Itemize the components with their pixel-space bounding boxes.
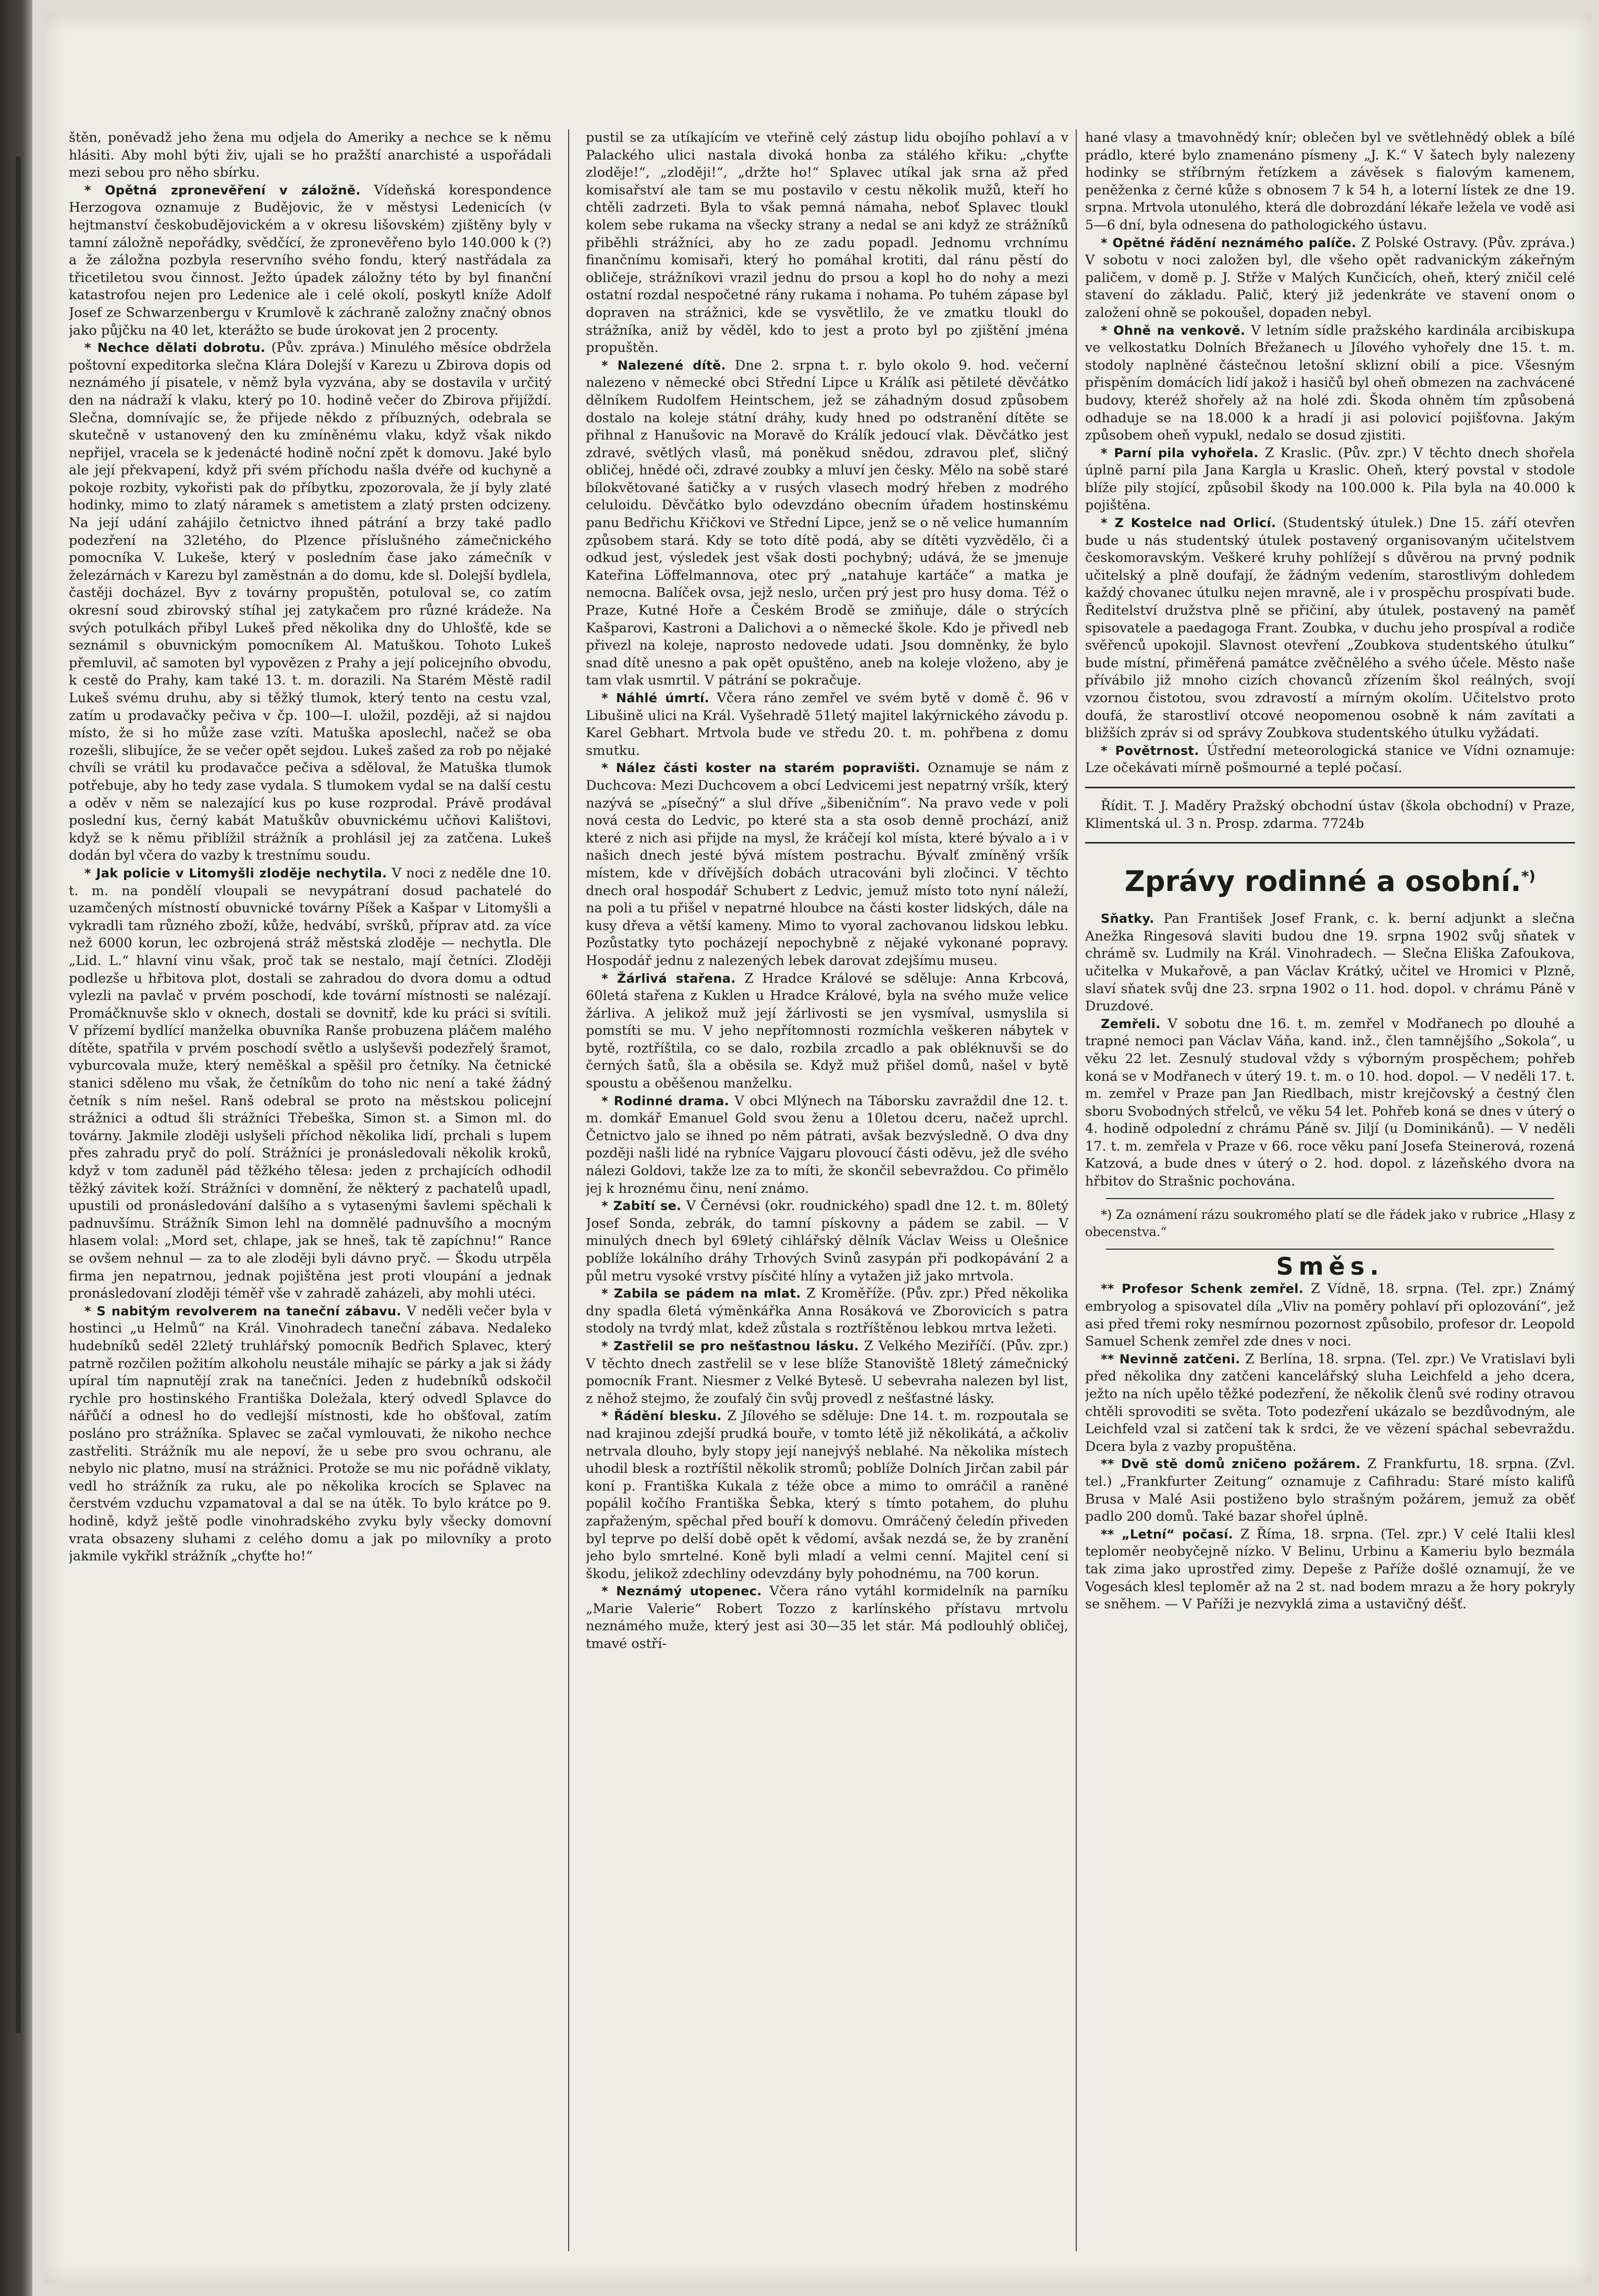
article-2: [1085, 322, 1575, 445]
family-section-title: Zprávy rodinné a osobní.*): [1124, 865, 1536, 898]
section-divider: [1085, 787, 1575, 788]
family-item-2: [1085, 1016, 1575, 1191]
article-3: [1085, 445, 1575, 515]
article-8: [586, 1338, 1068, 1408]
article-body: V neděli večer byla v hostinci „u Helmů“ na Král. Vinohradech taneční zábava. Nedaleko hudebníků seděl 22letý truhlářský pomocník Bedřich Splavec, který patrně rozčilen požitím alkoholu neustále mihajíc se párky a jak si žády upíral tím napnutějí zrak na tanečníci. Jeden z hudebníků odskočil rychle pro hostinského Františka Doležala, který odvedl Splavce do nářůčí a odnesl ho do vedlejší místnosti, kde ho obšťoval, zatím posláno pro strážníka. Splavec se začal vymlouvati, že nikoho nechce zastřeliti. Strážník mu ale nepoví, že u sebe pro svou ochranu, ale nebylo nic platno, musí na strážnici. Protože se mu nic pořádně viklaty, vedl ho strážník za ruku, ale po několika krocích se Splavec na čerstvém vzduchu vzpamatoval a dal se na útěk. To bylo krátce po 9. hodině, když ještě podle vinohradského zvyku byly všecky domovní vrata obsazeny sluhami z celého domu a jak po milovníky a proto jakmile vykřikl strážník „chyťte ho!“: [69, 1303, 551, 1565]
smes-item-2: [1085, 1351, 1575, 1456]
article-headline: Sňatky.: [1101, 911, 1154, 926]
column-2: [586, 129, 1068, 2256]
article-headline: * Řádění blesku.: [601, 1409, 722, 1424]
article-9: [586, 1408, 1068, 1583]
article-body: Z Jílového se sděluje: Dne 14. t. m. rozpoutala se nad krajinou zdejší prudká bouře, v tomto létě již několikátá, a ačkoliv netrvala dlouho, byly stopy její nanejvýš neblahé. Na několika místech uhodil blesk a roztříštil několik stromů; poblíže Dolních Jirčan zabil pár koní p. Františka Kukala z téže obce a mimo to omráčil a raněné popálil kočího Františka Šebka, který s tímto potahem, do pluhu zapřaženým, spěchal před bouří k domovu. Omráčený čeledín přiveden byl teprve po delší době opět k vědomí, avšak nezdá se, že by zranění jeho bylo smrtelné. Koně byli mladí a velmi cenní. Majitel cení si škodu, jelikož zdechliny odevzdány byly pohodnému, na 700 korun.: [586, 1408, 1068, 1582]
article-4: [1085, 515, 1575, 742]
article-headline: * Parní pila vyhořela.: [1101, 445, 1259, 460]
article-headline: * Ohně na venkově.: [1101, 323, 1246, 338]
article-headline: * Nechce dělati dobrotu.: [84, 340, 266, 356]
family-item-1: [1085, 910, 1575, 1016]
article-headline: ** „Letní“ počasí.: [1101, 1526, 1234, 1542]
article-headline: * Nález části koster na starém popravišti.: [601, 761, 920, 776]
article-body: Z Berlína, 18. srpna. (Tel. zpr.) Ve Vratislavi byli před několika dny zatčeni kancelářský sluha Leichfeld a jeho dcera, ježto na ních upělo těžké podezření, že několik členů své rodiny otravou chtěli sprovoditi se světa. Toto podezření ukázalo se bezdůvodným, ale Leichfeld vzal si zatčení tak k srdci, že ve vězení spáchal sebevraždu. Dcera byla z vazby propuštěna.: [1085, 1351, 1575, 1455]
column-3: [1085, 129, 1575, 2256]
article-headline: * Žárlivá stařena.: [601, 971, 736, 986]
footnote: *) Za oznámení rázu soukromého platí se dle řádek jako v rubrice „Hlasy z obecenstva.“: [1085, 1207, 1575, 1240]
article-body: (Pův. zpráva.) Minulého měsíce obdržela poštovní expeditorka slečna Klára Dolejší v Karezu u Zbirova dopis od neznámého jí pisatele, v němž byla vyzvána, aby se dostavila v určitý den na nádraží k vlaku, který po 10. hodině večer do Zbirova přijíždí. Slečna, domnívajíc se, že přijede někdo z příbuzných, odebrala se skutečně v ustanovený den ku zmíněnému vlaku, když však nikdo nepřijel, vracela se k jedenácté hodině noční zpět k domovu. Jaké bylo ale její překvapení, když při svém příchodu našla dvéře od kuchyně a pokoje rozbity, vykořisti pak do příbytku, zpozorovala, že jí byly zlaté hodinky, mimo to zlatý náramek s ametistem a zlatý prsten odcizeny. Na její udání zahájilo četnictvo ihned pátrání a brzy také padlo podezření na 32letého, do Plzence příslušného zámečnického pomocníka V. Lukeše, který v posledním čase jako zámečník v železárnách v Karezu byl zaměstnán a do domu, kde sl. Dolejší bydlela, častěji docházel. Byv z továrny propuštěn, potuloval se, co zatím okresní soud zbirovský stíhal jej zatykačem pro různé krádeže. Na svých potulkách přibyl Lukeš před několika dny do Uhlošťě, kde se seznámil s obuvnickým pomocníkem Al. Matuškou. Tohoto Lukeš přemluvil, ač samoten byl vypovězen z Prahy a její policejního obvodu, k cestě do Prahy, kam také 13. t. m. dorazili. Na Starém Městě radil Lukeš svému druhu, aby si těžký tlumok, který tento na cestu vzal, zatím u prodavačky pečiva v čp. 100—I. uložil, později, až si najdou místo, že si ho může zase vzíti. Matuška aposlechl, načež se oba rozešli, slibujíce, že se večer opět sejdou. Lukeš zašed za rob po nějaké chvíli se vrátil ku prodavačce pečiva a sděloval, že Matuška tlumok potřebuje, aby ho tedy zase vydala. S tlumokem vydal se na další cestu a oděv v něm se nalezající kus po kuse rozprodal. Právě prodával poslední kus, černý kabát Matuškův obuvnickému učňovi Kalištovi, když se k němu přiblížil strážník a prohlásil jej za zatčena. Lukeš dodán byl včera do vazby k trestnímu soudu.: [69, 340, 551, 864]
article-body: V noci z neděle dne 10. t. m. na pondělí vloupali se nevypátraní dosud pachatelé do uzamčených místností obuvnické továrny Píšek a Kašpar v Litomyšli a vykradli tam různého zboží, kůže, hedvábí, svršků, příprav atd. za více než 6000 korun, lec ozbrojená stráž městská zloděje — nechytla. Dle „Lid. L.“ hlavní vinu však, proč tak se nestalo, mají četníci. Zloději podlezše u hřbitova plot, dostali se zahradou do dvora domu a odtud vylezli na pavlač v prvém poschodí, kde tovární místnosti se nalézají. Promáčknuvše sklo v oknech, dostali se dovnitř, kde ku práci si svítili. V přízemí bydlící manželka obuvníka Ranše probuzena pláčem malého dítěte, spatřila v prvém poschodí světlo a uslyševši podezřelý šramot, vyburcovala muže, který neměškal a spěšil pro četníky. Na četnické stanici sděleno mu však, že četníkům do toho nic není a také žádný četník s ním nešel. Ranš odebral se proto na městskou policejní strážnici a odtud šli strážníci Třebeška, Simon st. a Simon ml. do továrny. Jakmile zloději uslyšeli příchod několika lidí, prchali s lupem přes zahradu pryč do polí. Strážníci je pronásledovali několik kroků, když v tom zaduněl pád těžkého tělesa: jeden z prchajících odhodil těžký závitek koží. Strážníci v domnění, že některý z pachatelů upadl, upustili od pronásledování dalšího a s vytasenými šavlemi spěchali k padnuvšímu. Strážník Simon lehl na domnělé padnuvšího a mocným hlasem volal: „Mord set, chlape, jak se hneš, tak tě zapíchnu!“ Rance se ovšem nehnul — za to ale zloději byli dávno pryč. — Škodu utrpěla firma jen nepatrnou, jednak pojištěna jest proti vloupání a jednak pronásledovaní zloději téměř vše v zahradě zaházeli, aby mohli utéci.: [69, 865, 551, 1302]
smes-item-4: [1085, 1526, 1575, 1614]
article-body: Z Říma, 18. srpna. (Tel. zpr.) V celé Italii klesl teploměr neobyčejně nízko. V Belinu, Urbinu a Kameriu bylo bezmála tak zima jako uprostřed zimy. Depeše z Paříže došlé oznamují, že ve Vogesách klesl teploměr až na 2 st. nad bodem mrazu a že hory pokryly se sněhem. — V Paříži je nezvyklá zima a ustavičný déšť.: [1085, 1526, 1575, 1613]
article-headline: ** Profesor Schenk zemřel.: [1101, 1281, 1304, 1297]
article-body: Z Hradce Králové se sděluje: Anna Krbcová, 60letá stařena z Kuklen u Hradce Králové, byla na svého muže velice žárliva. A jelikož muž její žárlivosti se jen vysmíval, usmyslila si pomstíti se mu. V jeho nepřítomnosti rozmíchla veškeren nábytek v bytě, roztříštila, co se dalo, rozbila zrcadlo a pak obléknuvši se do černých šatů, šla a oběsila se. Když muž přišel domů, našel v bytě spoustu a oběšenou manželku.: [586, 970, 1068, 1092]
article-5: [586, 1093, 1068, 1198]
article-4: [69, 1303, 551, 1566]
section-divider: [1085, 842, 1575, 844]
article-headline: * Náhlé úmrtí.: [601, 691, 709, 705]
article-3: [586, 760, 1068, 970]
article-2: [69, 339, 551, 865]
article-headline: * Rodinné drama.: [601, 1093, 730, 1108]
article-body: (Studentský útulek.) Dne 15. září otevřen bude u nás studentský útulek postavený organisovaným učitelstvem českomoravským. Veškeré kruhy pohlížejí s důvěrou na prvný podnik učitelský a plně doufají, že žádným vedením, starostlivým dohledem každý chovanec útulku nejen mravně, ale i v prospěchu prospívati bude. Ředitelství družstva plně se přičiní, aby útulek, postavený na paměť spisovatele a paedagoga Frant. Zoubka, v duchu jeho prospíval a rodiče svěřenců upokojil. Slavnost otevření „Zoubkova studentského útulku“ bude místní, přiměřená památce zvěčnělého a svého účele. Město naše přívábilo již mnoho cizích chovanců zřízením škol reálných, svojí vzornou čistotou, svou zdravostí a mírným okolím. Učitelstvo proto doufá, že starostliví otcové neopomenou osobně k nám zavítati a bližších zpráv si od správy Zoubkova studentského útulku vyžádati.: [1085, 515, 1575, 741]
article-body: Z Velkého Meziříčí. (Pův. zpr.) V těchto dnech zastřelil se v lese blíže Stanoviště 18letý zámečnický pomocník Frant. Niesmer z Velké Bytesě. U sebevraha nalezen byl list, z něhož stejmo, že zoufalý čin svůj provedl z nešťastné lásky.: [586, 1338, 1068, 1407]
smes-item-1: [1085, 1280, 1575, 1350]
article-body: Z Kraslic. (Pův. zpr.) V těchto dnech shořela úplně parní pila Jana Kargla u Kraslic. Oheň, který povstal v stodole blíže pily stojící, způsobil škody na 100.000 k. Pila byla na 40.000 k pojištěna.: [1085, 445, 1575, 514]
column-rule: [1076, 129, 1077, 2251]
column-1: [69, 129, 551, 2256]
article-body: Ústřední meteorologická stanice ve Vídni oznamuje: Lze očekávati mírně pošmourné a teplé počasí.: [1085, 742, 1575, 776]
article-7: [586, 1285, 1068, 1338]
column-rule: [568, 129, 569, 2251]
newspaper-page: [45, 15, 1591, 2282]
article-6: [586, 1198, 1068, 1285]
article-1: [69, 182, 551, 339]
article-body: Z Kroměříže. (Pův. zpr.) Před několika dny spadla 6letá výměnkářka Anna Rosáková ve Zborovicích s patra stodoly na tvrdý mlat, kdež zůstala s roztříštěnou lebkou mrtva ležeti.: [586, 1286, 1068, 1337]
article-body: Vídeňská korespondence Herzogova oznamuje z Budějovic, že v městysi Ledenicích (v hejtmanství českobudějovickém a v okresu lišovském) zjištěny byly v tamní záložně nepořádky, svědčící, že zpronevěřeno bylo 140.000 k (?) a že záložna pozbyla reservního svého fondu, který nastřádala za třicetiletou svou činnost. Ježto úpadek záložny této by byl finanční katastrofou nejen pro Ledenice ale i celé okolí, poskytl kníže Adolf Josef ze Schwarzenbergu v Krumlově k záchraně založny značný obnos jako půjčku na 40 let, kterážto se bude úrokovat jen 2 procenty.: [69, 182, 551, 338]
article-continuation: pustil se za utíkajícím ve vteřině celý zástup lidu obojího pohlaví a v Palackého ulici nastala divoká honba za stálého křiku: „chyťte zloděje!“, „zloději!“, „držte ho!“ Splavec utíkal jak srna až před komisařství ale tam se mu postavilo v cestu několik mužů, kteří ho chtěli zadrzeti. Byla to však pemná námaha, neboť Splavec tloukl kolem sebe rukama na všecky strany a nedal se ani když ze strážníků přiběhli strážníci, aby ho ze zadu popadl. Jednomu vrchnímu finančnímu komisaři, který ho pomáhal krotiti, dal ránu pěstí do obličeje, strážníkovi vrazil jednu do prsou a kopl ho do nohy a mezi ostatní rozdal nespočetné rány rukama i nohama. Po tuhém zápase byl dopraven na strážnici, kde se vysvětlilo, že ve zmatku tloukl do strážníka, aniž by věděl, kdo to jest a proto byl po zjištění jména propuštěn.: [586, 130, 1068, 356]
article-10: [586, 1583, 1068, 1653]
article-3: [69, 865, 551, 1303]
article-body: V sobotu dne 16. t. m. zemřel v Modřanech po dlouhé a trapné nemoci pan Václav Váňa, kand. inž., člen tamnějšího „Sokola“, u věku 22 let. Zesnulý studoval vždy s výborným prospěchem; pohřeb koná se v Modřanech v úterý 19. t. m. o 10. hod. dopol. — V neděli 17. t. m. zemřel v Praze pan Jan Riedlbach, mistr krejčovský a čestný člen sboru Svobodných střelců, ve věku 54 let. Pohřeb koná se dnes v úterý o 4. hodině odpolední z chrámu Páně sv. Jiljí (u Dominikánů). — V neděli 17. t. m. zemřela v Praze v 66. roce věku paní Josefa Steinerová, rozená Katzová, a bude dnes v úterý o 2. hod. dopol. z lázeňského dvora na hřbitov do Strašnic pochována.: [1085, 1016, 1575, 1190]
article-headline: * S nabitým revolverem na taneční zábavu.: [84, 1303, 402, 1318]
article-1: [586, 357, 1068, 690]
article-body: Dne 2. srpna t. r. bylo okolo 9. hod. večerní nalezeno v německé obci Střední Lipce u Králík asi pětileté děvčátko dělníkem Rudolfem Heintschem, jež se záhadným dosud způsobem dostalo na koleje státní dráhy, kudy hned po odstranění dítěte se přihnal z Hanušovic na Moravě do Králík jedoucí vlak. Děvčátko jest zdravé, světlých vlasů, má poněkud snědou, zdravou pleť, sličný obličej, hnědé oči, zdravé zoubky a mluví jen česky. Mělo na sobě staré bílokvětované šatičky a v rusých vlasech modrý hřeben z modrého celuloidu. Děvčátko bylo odevzdáno obecním úřadem hostinskému panu Bedřichu Křičkovi ve Střední Lipce, jenž se o ně velice humanním způsobem stará. Kdy se toto dítě podá, aby se dítěti vyzvědělo, či a odkud jest, výsledek jest však dosti pochybný; udává, že se jmenuje Kateřina Löffelmannova, otec prý „natahuje kartáče“ a matka je nemocna. Balíček ovsa, jejž neslo, určen prý jest pro husy doma. Též o Praze, Kutné Hoře a Českém Brodě se zmiňuje, dále o strýcích Kašparovi, Kastroni a Dalichovi a o německé škole. Kdo je přivedl neb přivezl na koleje, naprosto nedovede udati. Jsou domněnky, že bylo snad dítě unesno a pak opět opuštěno, aneb na koleje vloženo, aby je tam vlak usmrtil. V pátrání se pokračuje.: [586, 357, 1068, 689]
article-2: [586, 690, 1068, 760]
article-headline: * Z Kostelce nad Orlicí.: [1101, 516, 1276, 531]
article-body: Oznamuje se nám z Duchcova: Mezi Duchcovem a obcí Ledvicemi jest nepatrný vršík, který nazývá se „písečný“ a slul dříve „šibeničním“. Na pravo vede v poli nová cesta do Ledvic, po které sta a sta osob denně prochází, aniž které z nich asi přijde na mysl, že kráčejí kol místa, které bývalo a i v našich dnech jesté bývá místem postrachu. Bývalť zmíněný vršík místem, kde v dřívějších dobách utracováni byli zločinci. V těchto dnech oral hospodář Schubert z Ledvic, jemuž místo toto nyní náleží, na poli a tu přišel v nepatrné hloubce na části koster lidských, dále na kusy dřeva a větší kameny. Mimo to vyoral zachovanou lidskou lebku. Pozůstatky tyto pocházejí nepochybně z nějaké vykonané popravy. Hospodář jednu z nalezených lebek darovat zdejšímu museu.: [586, 760, 1068, 969]
article-headline: * Povětrnost.: [1101, 743, 1199, 758]
article-headline: Zemřeli.: [1101, 1016, 1161, 1031]
section-divider: [1106, 1198, 1554, 1199]
article-headline: * Jak policie v Litomyšli zloděje nechytila.: [84, 865, 387, 881]
section-divider: [1106, 1249, 1554, 1250]
article-headline: * Neznámý utopenec.: [601, 1584, 762, 1599]
article-body: Pan František Josef Frank, c. k. berní adjunkt a slečna Anežka Ringesová slaviti budou dne 19. srpna 1902 svůj sňatek v chrámě sv. Ludmily na Král. Vinohradech. — Slečna Eliška Zafoukova, učitelka v Mukařově, a pan Václav Krátký, učitel ve Hromici v Plzně, slaví sňatek svůj dne 23. srpna 1902 o 11. hod. dopol. v chrámu Páně v Druzdové.: [1085, 911, 1575, 1015]
article-headline: ** Nevinně zatčeni.: [1101, 1351, 1240, 1366]
article-body: V letním sídle pražského kardinála arcibiskupa ve velkostatku Dolních Břežanech u Jílového vyhořely dne 15. t. m. stodoly naplněné částečnou letošní sklizní obilí a pice. Všesným přispěním domácích lidí jakož i hasičů byl oheň obmezen na zachvácené budovy, kteréž shořely až na holé zdi. Škoda ohněm tím způsobená odhaduje se na 18.000 k a hradí ji asi polovicí pojišťovna. Jakým způsobem oheň vypukl, nedalo se dosud zjistiti.: [1085, 322, 1575, 444]
article-1: [1085, 235, 1575, 322]
article-body: V Černévsi (okr. roudnického) spadl dne 12. t. m. 80letý Josef Sonda, zebrák, do tamní pískovny a pádem se zabil. — V minulých dnech byl 69letý cihlářský dělník Václav Weiss u Olešnice poblíže lokálního dráhy Trhových Svinů zasypán při podkopávání 2 a půl metru vysoké vrstvy písčité hlíny a vytažen již jako mrtvola.: [586, 1198, 1068, 1284]
article-headline: ** Dvě stě domů zničeno požárem.: [1101, 1457, 1361, 1472]
article-headline: * Opětná zpronevěření v záložně.: [84, 182, 361, 198]
binding-edge: [16, 156, 21, 2033]
article-body: Včera ráno zemřel ve svém bytě v domě č. 96 v Libušině ulici na Král. Vyšehradě 51letý majitel lakýrnického závodu p. Karel Gebhart. Mrtvola bude ve středu 20. t. m. pohřbena z domu smutku.: [586, 690, 1068, 759]
article-body: Z Polské Ostravy. (Pův. zpráva.) V sobotu v noci založen byl, dle všeho opět radvanickým zákeřným paličem, v domě p. J. Střže v Malých Kunčicích, oheň, který zničil celé stavení do základu. Palič, který již jedenkráte ve stavení onom o založení ohně se pokoušel, dopaden nebyl.: [1085, 235, 1575, 321]
article-headline: * Zabití se.: [601, 1199, 682, 1214]
article-body: Z Vídně, 18. srpna. (Tel. zpr.) Známý embryolog a spisovatel díla „Vliv na poměry pohlaví při oplozování“, jež asi před třemi roky nesmírnou pozornost způsobilo, profesor dr. Leopold Samuel Schenk zemřel zde dnes v noci.: [1085, 1281, 1575, 1350]
footnote-mark: *): [1521, 868, 1536, 885]
article-headline: * Zastřelil se pro nešťastnou lásku.: [601, 1338, 859, 1353]
article-5: [1085, 742, 1575, 777]
article-4: [586, 970, 1068, 1093]
article-headline: * Zabila se pádem na mlat.: [601, 1286, 801, 1301]
article-headline: * Nalezené dítě.: [601, 358, 726, 373]
article-body: V obci Mlýnech na Táborsku zavraždil dne 12. t. m. domkář Emanuel Gold svou ženu a 10letou dceru, načež uprchl. Četnictvo jalo se ihned po něm pátrati, avšak bezvýsledně. O dva dny později našli lidé na rybníce Vajgaru plovoucí části oděvu, jež dle svého nálezi Goldovi, takže lze za to míti, že skončil sebevraždou. Co přimělo jej k hroznému činu, není známo.: [586, 1093, 1068, 1196]
article-continuation: hané vlasy a tmavohnědý knír; oblečen byl ve světlehnědý oblek a bílé prádlo, které bylo znamenáno písmeny „J. K.“ V šatech byly nalezeny hodinky se stříbrným řetízkem a závěsek s fialovým kamenem, peněženka z černé kůže s obnosem 7 k 54 h, a loterní lístek ze dne 19. srpna. Mrtvola utonulého, která dle dobrozdání lékaře ležela ve vodě asi 5—6 dní, byla odnesena do pathologického ústavu.: [1085, 130, 1575, 233]
article-body: Včera ráno vytáhl kormidelník na parníku „Marie Valerie“ Robert Tozzo z karlínského přístavu mrtvolu neznámého muže, který jest asi 30—35 let stár. Má podlouhlý obličej, tmavé ostří-: [586, 1583, 1068, 1652]
article-headline: * Opětné řádění neznámého palíče.: [1101, 235, 1357, 250]
smes-item-3: [1085, 1456, 1575, 1525]
advertisement: Řídit. T. J. Maděry Pražský obchodní ústav (škola obchodní) v Praze, Klimentská ul. 3 n. Prosp. zdarma. 7724b: [1085, 798, 1575, 832]
article-body: Z Frankfurtu, 18. srpna. (Zvl. tel.) „Frankfurter Zeitung“ oznamuje z Cafihradu: Staré místo kalifů Brusa v Malé Asii postiženo bylo strašným požárem, jemuž za oběť padlo 200 domů. Také bazar shořel úplně.: [1085, 1456, 1575, 1525]
smes-section-title: Směs.: [1276, 1252, 1384, 1280]
article-0: štěn, poněvadž jeho žena mu odjela do Ameriky a nechce se k němu hlásiti. Aby mohl býti živ, ujali se ho pražští anarchisté a uspořádali mezi sebou pro něho sbírku.: [69, 130, 551, 181]
